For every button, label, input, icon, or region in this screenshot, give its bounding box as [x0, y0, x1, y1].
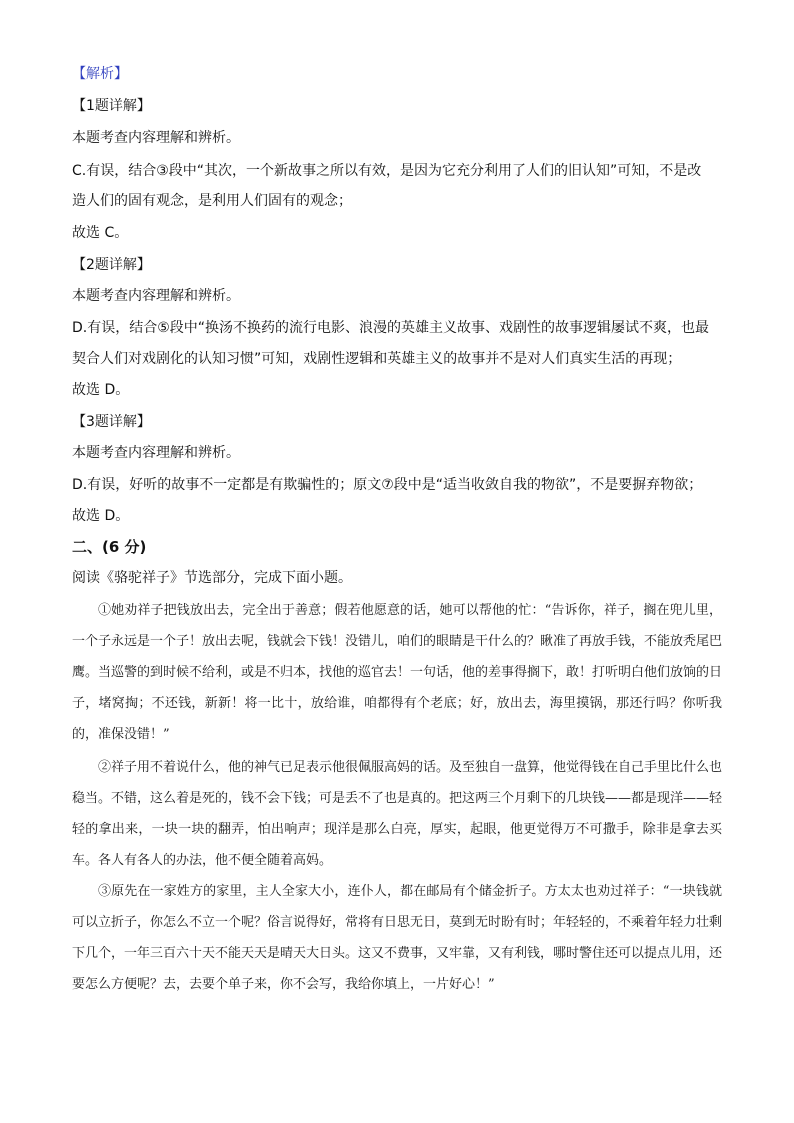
q3-explanation-line1: D.有误，好听的故事不一定都是有欺骗性的；原文⑦段中是“适当收敛自我的物欲”，不是要摒弃物欲；: [72, 477, 703, 493]
q2-answer: 故选 D。: [72, 382, 130, 398]
section2-instruction: 阅读《骆驼祥子》节选部分，完成下面小题。: [72, 570, 352, 586]
analysis-heading: 【解析】: [72, 66, 128, 82]
q3-answer: 故选 D。: [72, 508, 130, 524]
passage-paragraph-2: ②祥子用不着说什么，他的神气已足表示他很佩服高妈的话。及至独自一盘算，他觉得钱在自己手里比什么也稳当。不错，这么着是死的，钱不会下钱；可是丢不了也是真的。把这两三个月剩下的几块钱——都是现洋——轻轻的拿出来，一块一块的翻弄，怕出响声；现洋是那么白亮，厚实，起眼，他更觉得万不可撒手，除非是拿去买车。各人有各人的办法，他不便全随着高妈。: [72, 760, 723, 868]
q1-heading: 【1题详解】: [72, 98, 151, 114]
q3-heading: 【3题详解】: [72, 414, 151, 430]
q1-explanation-line1: C.有误，结合③段中“其次，一个新故事之所以有效，是因为它充分利用了人们的旧认知”可知，不是改: [72, 163, 702, 179]
q2-explanation-line2: 契合人们对戏剧化的认知习惯”可知，戏剧性逻辑和英雄主义的故事并不是对人们真实生活的再现；: [72, 351, 682, 367]
q3-topic: 本题考查内容理解和辨析。: [72, 445, 240, 461]
passage-paragraph-1: ①她劝祥子把钱放出去，完全出于善意；假若他愿意的话，她可以帮他的忙：“告诉你，祥子，搁在兜儿里，一个子永远是一个子！放出去呢，钱就会下钱！没错儿，咱们的眼睛是干什么的？瞅准了再放手钱，不能放秃尾巴鹰。当巡警的到时候不给利，或是不归本，找他的巡官去！一句话，他的差事得搁下，敢！打听明白他们放饷的日子，堵窝掏；不还钱，新新！将一比十，放给谁，咱都得有个老底；好，放出去，海里摸锅，那还行吗？你听我的，准保没错！”: [72, 603, 723, 742]
q2-heading: 【2题详解】: [72, 257, 151, 273]
q1-topic: 本题考查内容理解和辨析。: [72, 130, 240, 146]
q1-answer: 故选 C。: [72, 225, 129, 241]
q2-topic: 本题考查内容理解和辨析。: [72, 288, 240, 304]
section2-heading: 二、(6 分): [72, 538, 147, 556]
q2-explanation-line1: D.有误，结合⑤段中“换汤不换药的流行电影、浪漫的英雄主义故事、戏剧性的故事逻辑屡试不爽，也最: [72, 320, 710, 336]
passage-paragraph-3: ③原先在一家姓方的家里，主人全家大小，连仆人，都在邮局有个储金折子。方太太也劝过祥子：“一块钱就可以立折子，你怎么不立一个呢？俗言说得好，常将有日思无日，莫到无时盼有时；年轻轻的，不乘着年轻力壮剩下几个，一年三百六十天不能天天是晴天大日头。这又不费事，又牢靠，又有利钱，哪时警住还可以提点儿用，还要怎么方便呢？去，去要个单子来，你不会写，我给你填上，一片好心！”: [72, 884, 723, 992]
q1-explanation-line2: 造人们的固有观念，是利用人们固有的观念；: [72, 193, 352, 209]
